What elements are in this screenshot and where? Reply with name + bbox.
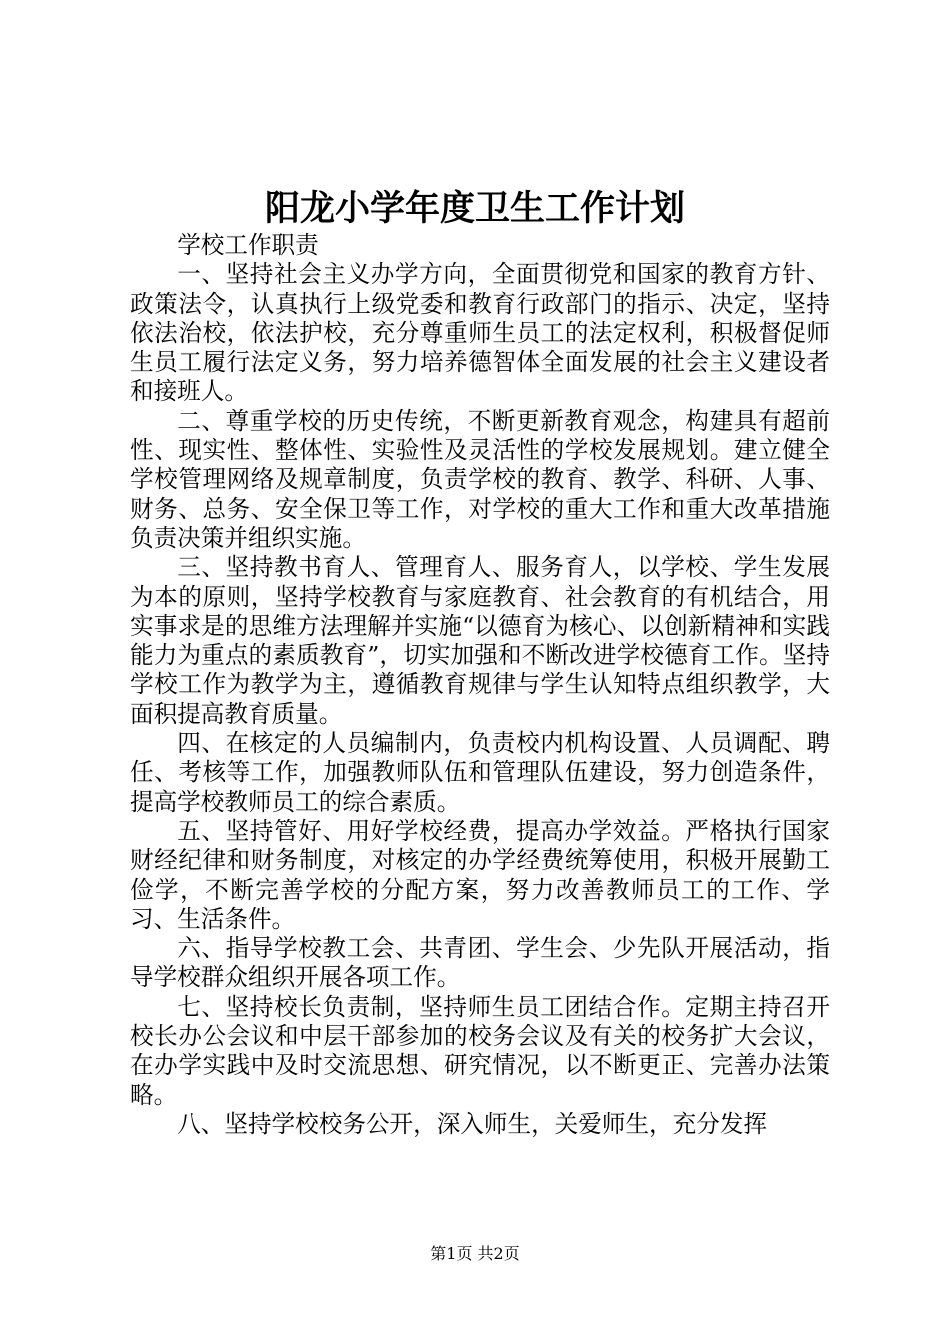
section-heading: 学校工作职责 bbox=[177, 231, 319, 259]
paragraph-4: 四、在核定的人员编制内，负责校内机构设置、人员调配、聘任、考核等工作，加强教师队伍和管理队伍建设，努力创造条件，提高学校教师员工的综合素质。 bbox=[130, 729, 830, 816]
paragraph-6: 六、指导学校教工会、共青团、学生会、少先队开展活动，指导学校群众组织开展各项工作。 bbox=[130, 934, 830, 992]
document-title: 阳龙小学年度卫生工作计划 bbox=[264, 188, 685, 229]
page-number-footer: 第1页 共2页 bbox=[430, 1244, 520, 1263]
paragraph-3: 三、坚持教书育人、管理育人、服务育人，以学校、学生发展为本的原则，坚持学校教育与家庭教育、社会教育的有机结合，用实事求是的思维方法理解并实施“以德育为核心、以创新精神和实践能力为重点的素质教育”，切实加强和不断改进学校德育工作。坚持学校工作为教学为主，遵循教育规律与学生认知特点组织教学，大面积提高教育质量。 bbox=[130, 553, 830, 728]
paragraph-8: 八、坚持学校校务公开，深入师生，关爱师生，充分发挥 bbox=[177, 1109, 768, 1138]
paragraph-2: 二、尊重学校的历史传统，不断更新教育观念，构建具有超前性、现实性、整体性、实验性及灵活性的学校发展规划。建立健全学校管理网络及规章制度，负责学校的教育、教学、科研、人事、财务、总务、安全保卫等工作，对学校的重大工作和重大改革措施负责决策并组织实施。 bbox=[130, 406, 830, 552]
paragraph-1: 一、坚持社会主义办学方向，全面贯彻党和国家的教育方针、政策法令，认真执行上级党委和教育行政部门的指示、决定，坚持依法治校，依法护校，充分尊重师生员工的法定权利，积极督促师生员工履行法定义务，努力培养德智体全面发展的社会主义建设者和接班人。 bbox=[130, 260, 830, 406]
paragraph-5: 五、坚持管好、用好学校经费，提高办学效益。严格执行国家财经纪律和财务制度，对核定的办学经费统筹使用，积极开展勤工俭学，不断完善学校的分配方案，努力改善教师员工的工作、学习、生活条件。 bbox=[130, 816, 830, 933]
paragraph-7: 七、坚持校长负责制，坚持师生员工团结合作。定期主持召开校长办公会议和中层干部参加的校务会议及有关的校务扩大会议，在办学实践中及时交流思想、研究情况，以不断更正、完善办法策略。 bbox=[130, 992, 830, 1109]
document-body bbox=[130, 231, 830, 1139]
